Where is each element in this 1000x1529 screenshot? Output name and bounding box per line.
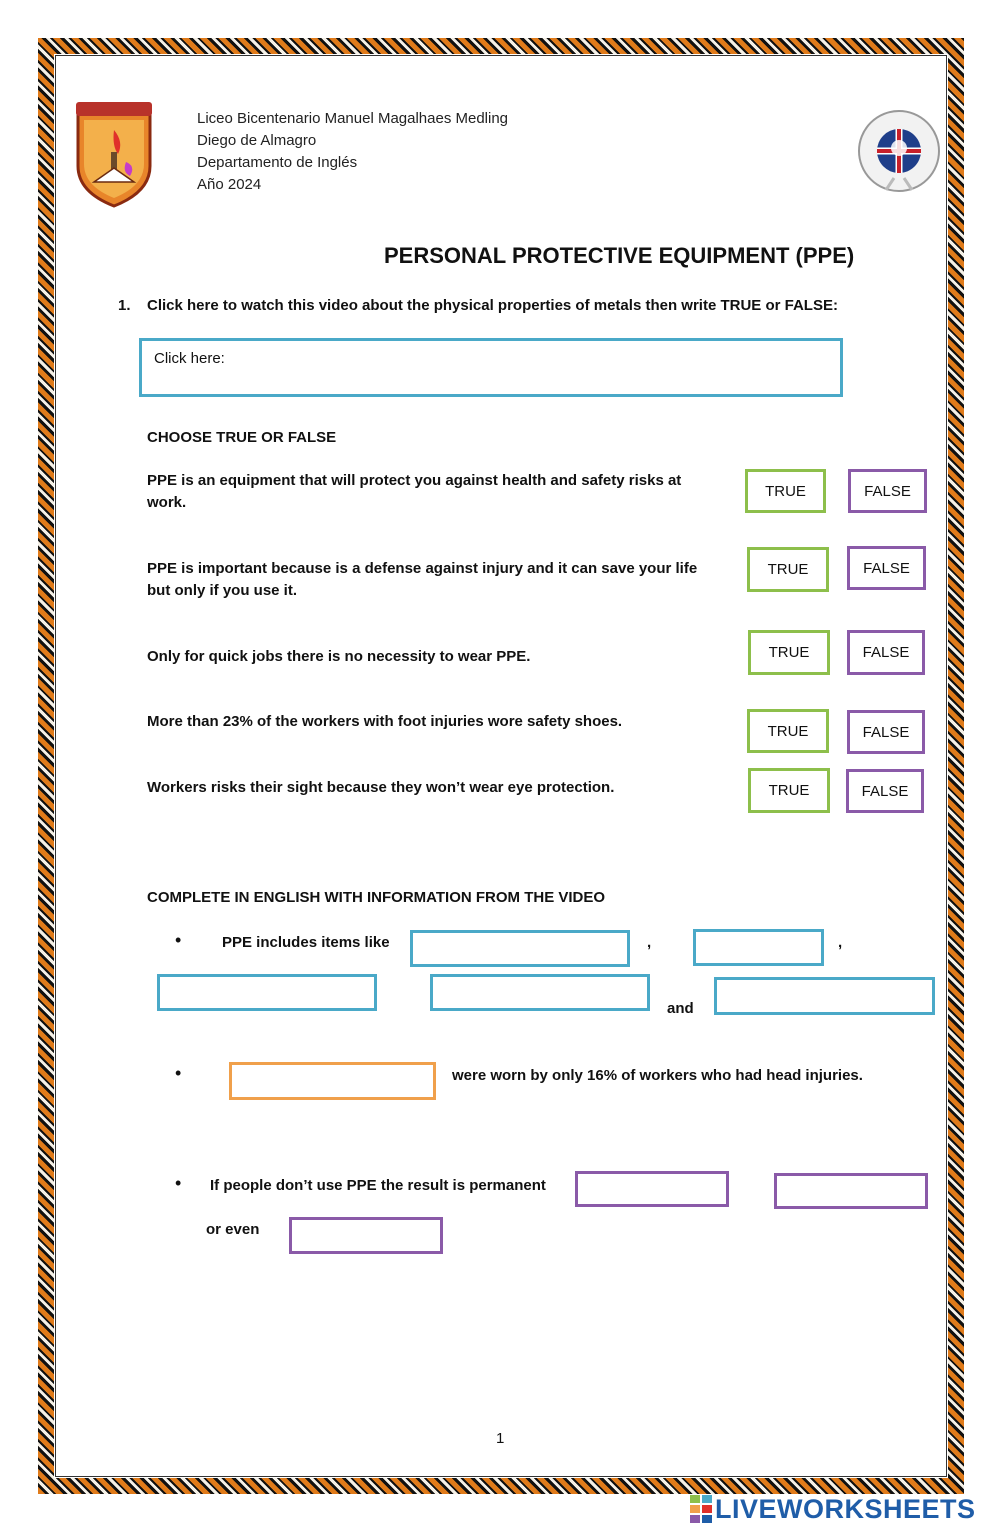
bullet-dot-3: •	[175, 1173, 182, 1193]
items-answer-field-2[interactable]	[693, 929, 824, 966]
video-link-box[interactable]	[139, 338, 843, 397]
statement-1-line1: PPE is an equipment that will protect you against health and safety risks at	[147, 472, 682, 489]
school-name: Liceo Bicentenario Manuel Magalhaes Medling	[197, 110, 509, 127]
true-button-5[interactable]: TRUE	[748, 768, 830, 813]
true-button-1[interactable]: TRUE	[745, 469, 826, 513]
true-false-heading: CHOOSE TRUE OR FALSE	[147, 429, 337, 446]
english-department-seal	[856, 108, 942, 198]
bullet-2-text: were worn by only 16% of workers who had head injuries.	[452, 1067, 863, 1084]
statement-2	[147, 558, 697, 602]
true-button-4[interactable]: TRUE	[747, 709, 829, 753]
items-answer-field-3[interactable]	[157, 974, 377, 1011]
statement-1-line2: work.	[147, 494, 187, 511]
result-answer-field-2[interactable]	[774, 1173, 928, 1209]
complete-heading: COMPLETE IN ENGLISH WITH INFORMATION FROM THE VIDEO	[147, 889, 606, 906]
liveworksheets-logo-icon	[690, 1495, 712, 1523]
instruction-text: Click here to watch this video about the physical properties of metals then write TRUE or FALSE:	[147, 297, 838, 314]
liveworksheets-watermark	[690, 1493, 990, 1525]
result-answer-field-1[interactable]	[575, 1171, 729, 1207]
statement-3: Only for quick jobs there is no necessity to wear PPE.	[147, 648, 531, 665]
items-answer-field-4[interactable]	[430, 974, 650, 1011]
instruction-number: 1.	[118, 297, 131, 314]
false-button-5[interactable]: FALSE	[846, 769, 924, 813]
head-protection-answer-field[interactable]	[229, 1062, 436, 1100]
or-even-text: or even	[206, 1221, 260, 1238]
statement-2-line1: PPE is important because is a defense against injury and it can save your life	[147, 560, 698, 577]
true-button-3[interactable]: TRUE	[748, 630, 830, 675]
false-button-2[interactable]: FALSE	[847, 546, 926, 590]
school-year: Año 2024	[197, 176, 262, 193]
statement-4: More than 23% of the workers with foot injuries wore safety shoes.	[147, 713, 623, 730]
school-header	[197, 108, 508, 196]
statement-5: Workers risks their sight because they won’t wear eye protection.	[147, 779, 615, 796]
bullet-1-text: PPE includes items like	[222, 934, 390, 951]
items-answer-field-1[interactable]	[410, 930, 630, 967]
statement-1	[147, 470, 681, 514]
video-link-label: Click here:	[154, 350, 225, 367]
and-word: and	[667, 1000, 694, 1017]
page-number: 1	[496, 1430, 505, 1447]
liveworksheets-text: LIVEWORKSHEETS	[715, 1493, 976, 1524]
bullet-3-text: If people don’t use PPE the result is permanent	[210, 1177, 546, 1194]
bullet-dot-2: •	[175, 1063, 182, 1083]
false-button-1[interactable]: FALSE	[848, 469, 927, 513]
false-button-3[interactable]: FALSE	[847, 630, 925, 675]
false-button-4[interactable]: FALSE	[847, 710, 925, 754]
result-answer-field-3[interactable]	[289, 1217, 443, 1254]
worksheet-title: PERSONAL PROTECTIVE EQUIPMENT (PPE)	[384, 243, 855, 268]
bullet-dot-1: •	[175, 930, 182, 950]
comma-2: ,	[838, 934, 843, 951]
school-city: Diego de Almagro	[197, 132, 317, 149]
true-button-2[interactable]: TRUE	[747, 547, 829, 592]
comma-1: ,	[647, 934, 652, 951]
statement-2-line2: but only if you use it.	[147, 582, 297, 599]
items-answer-field-5[interactable]	[714, 977, 935, 1015]
department-name: Departamento de Inglés	[197, 154, 358, 171]
school-crest-logo	[72, 96, 156, 208]
